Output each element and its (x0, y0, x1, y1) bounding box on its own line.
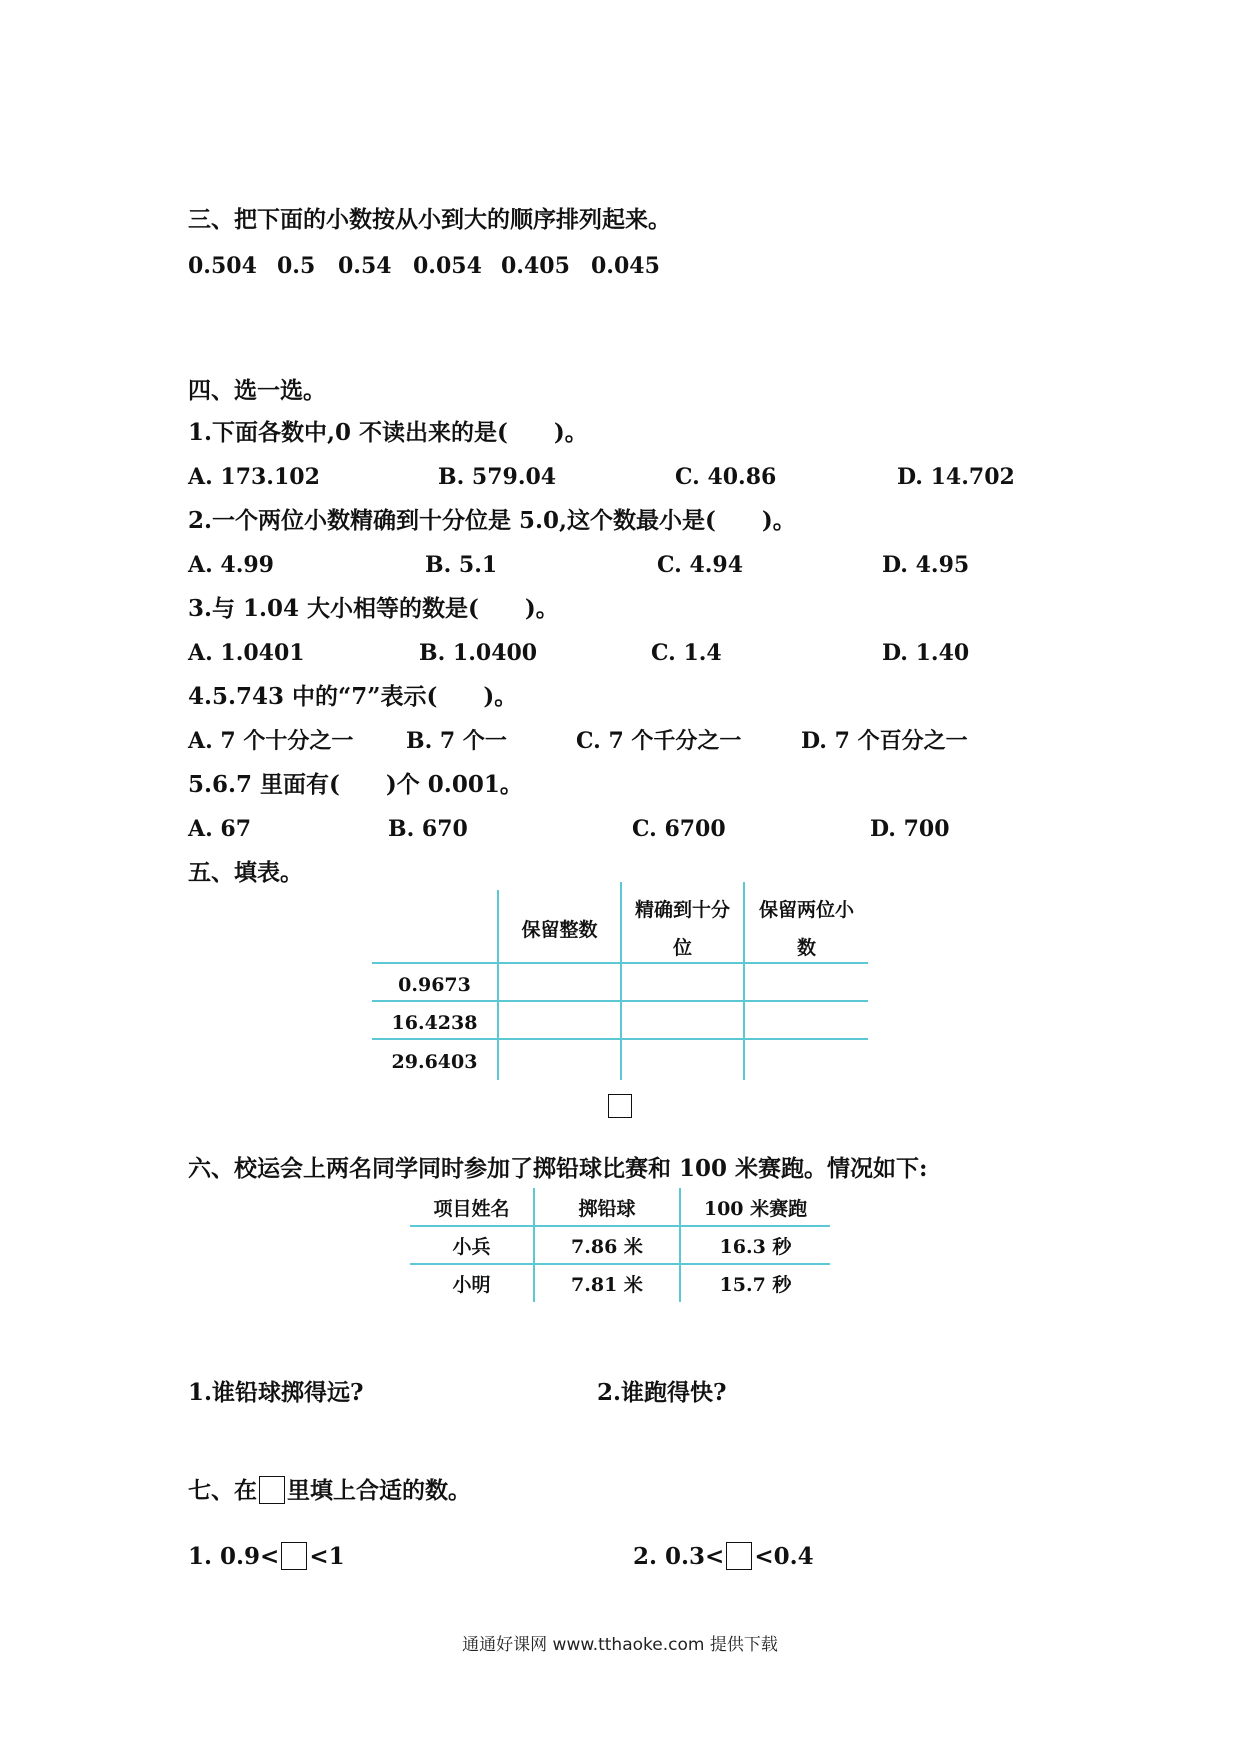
number-item: 0.405 (501, 253, 570, 279)
question-4: 4.5.743 中的“7”表示( )。 (188, 683, 518, 710)
student-name: 小兵 (452, 1236, 491, 1258)
option-d: D. 1.40 (882, 640, 970, 666)
option-a: A. 4.99 (188, 552, 274, 578)
section-7-title-post: 里填上合适的数。 (287, 1477, 471, 1504)
number-item: 0.5 (277, 253, 316, 279)
option-c: C. 6700 (632, 816, 726, 842)
answer-box[interactable] (281, 1542, 307, 1570)
header-integer: 保留整数 (521, 919, 598, 941)
option-b: B. 5.1 (425, 552, 498, 578)
question-7-2 (633, 1542, 814, 1572)
option-c: C. 40.86 (675, 464, 777, 490)
header-shot-put: 掷铅球 (578, 1198, 636, 1220)
run-result: 16.3 秒 (719, 1236, 792, 1258)
number-item: 0.054 (413, 253, 482, 279)
option-b: B. 670 (388, 816, 468, 842)
option-d: D. 700 (870, 816, 950, 842)
number-item: 0.045 (591, 253, 660, 279)
question-7-1-pre: 1. 0.9< (188, 1543, 280, 1570)
student-name: 小明 (452, 1274, 491, 1296)
shot-result: 7.81 米 (571, 1274, 643, 1296)
option-c: C. 1.4 (651, 640, 722, 666)
answer-box[interactable] (726, 1542, 752, 1570)
question-1: 1.下面各数中,0 不读出来的是( )。 (188, 419, 588, 446)
header-hundredths-line2: 数 (796, 937, 816, 959)
option-c: C. 4.94 (657, 552, 744, 578)
answer-square (608, 1094, 632, 1118)
header-100m: 100 米赛跑 (703, 1198, 808, 1220)
question-7-1 (188, 1542, 345, 1572)
run-result: 15.7 秒 (719, 1274, 792, 1296)
option-c: C. 7 个千分之一 (576, 728, 742, 754)
option-d: D. 7 个百分之一 (801, 728, 968, 754)
question-7-2-pre: 2. 0.3< (633, 1543, 725, 1570)
question-7-1-post: <1 (309, 1543, 345, 1570)
row-label: 29.6403 (391, 1051, 478, 1073)
section-5-title: 五、填表。 (188, 859, 303, 886)
header-tenths-line1: 精确到十分 (634, 899, 730, 921)
option-b: B. 1.0400 (419, 640, 538, 666)
blank-box (259, 1476, 285, 1504)
section-3-title: 三、把下面的小数按从小到大的顺序排列起来。 (188, 206, 671, 233)
question-2: 2.一个两位小数精确到十分位是 5.0,这个数最小是( )。 (188, 507, 796, 534)
question-6-2: 2.谁跑得快? (597, 1379, 727, 1406)
header-name: 项目姓名 (433, 1198, 510, 1220)
section-6-title: 六、校运会上两名同学同时参加了掷铅球比赛和 100 米赛跑。情况如下: (188, 1155, 928, 1182)
section-7-title (188, 1476, 471, 1506)
question-6-1: 1.谁铅球掷得远? (188, 1379, 364, 1406)
question-7-2-post: <0.4 (754, 1543, 814, 1570)
header-hundredths-line1: 保留两位小 (758, 899, 854, 921)
option-b: B. 7 个一 (406, 728, 507, 754)
option-a: A. 1.0401 (188, 640, 305, 666)
row-label: 16.4238 (391, 1012, 478, 1034)
option-a: A. 173.102 (188, 464, 320, 490)
section-7-title-pre: 七、在 (188, 1477, 257, 1504)
option-a: A. 67 (188, 816, 252, 842)
number-item: 0.504 (188, 253, 257, 279)
option-b: B. 579.04 (438, 464, 557, 490)
question-3: 3.与 1.04 大小相等的数是( )。 (188, 595, 559, 622)
option-d: D. 14.702 (897, 464, 1015, 490)
number-item: 0.54 (338, 253, 392, 279)
shot-result: 7.86 米 (571, 1236, 643, 1258)
option-a: A. 7 个十分之一 (188, 728, 354, 754)
header-tenths-line2: 位 (672, 937, 692, 959)
question-5: 5.6.7 里面有( )个 0.001。 (188, 771, 523, 798)
section-4-title: 四、选一选。 (188, 377, 326, 404)
row-label: 0.9673 (398, 974, 471, 996)
footer-credit: 通通好课网 www.tthaoke.com 提供下载 (462, 1635, 778, 1655)
option-d: D. 4.95 (882, 552, 970, 578)
